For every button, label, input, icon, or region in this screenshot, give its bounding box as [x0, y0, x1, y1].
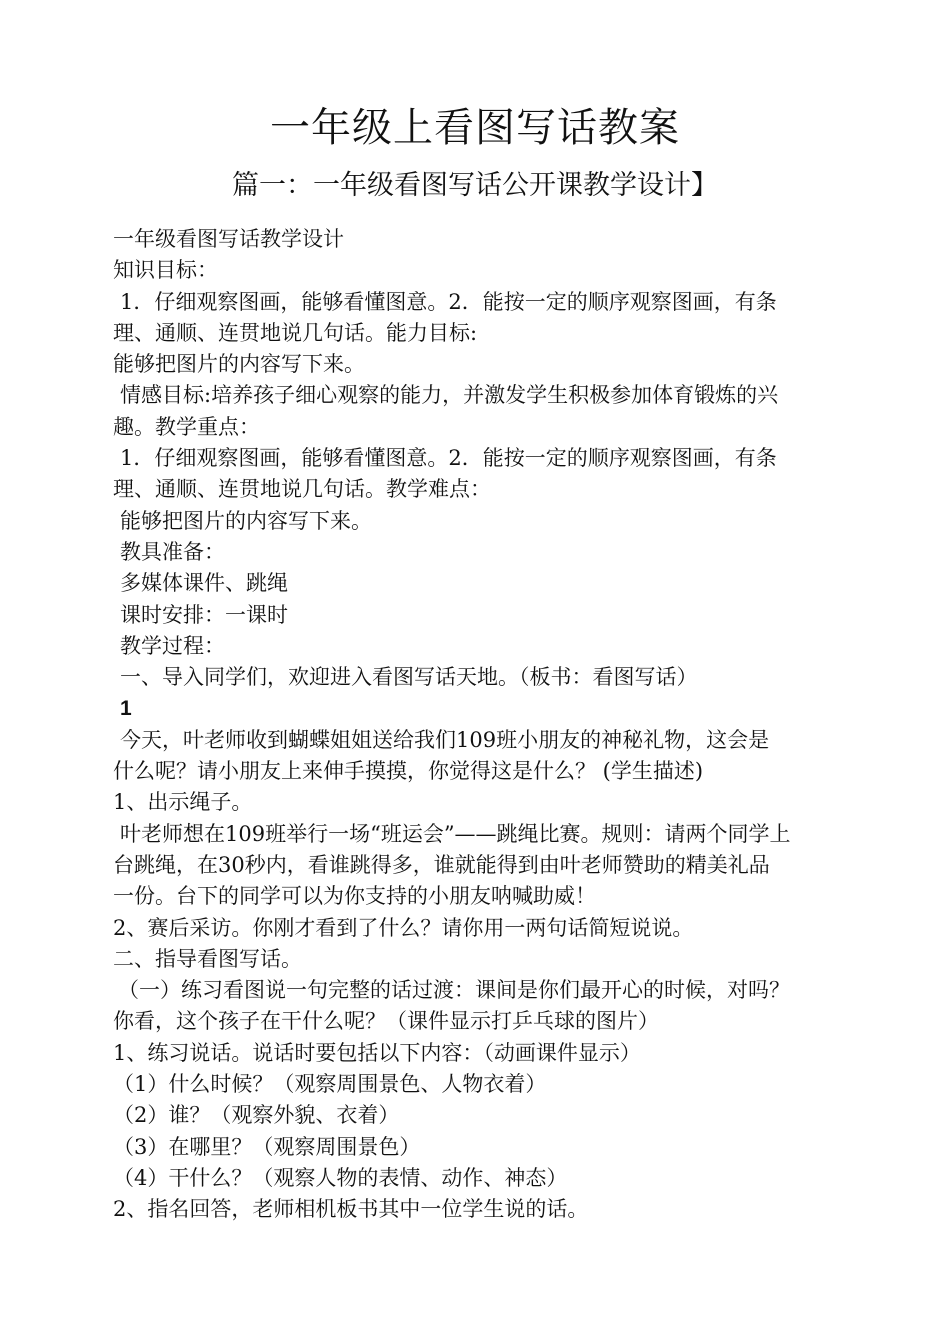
body-line: 知识目标：	[113, 258, 218, 283]
body-line: 一年级看图写话教学设计	[113, 227, 344, 251]
body-line: 1．仔细观察图画，能够看懂图意。2．能按一定的顺序观察图画，有条	[120, 446, 777, 471]
document-body	[113, 224, 865, 1226]
body-line: 1．仔细观察图画，能够看懂图意。2．能按一定的顺序观察图画，有条	[120, 289, 777, 314]
body-line: （4）干什么？（观察人物的表情、动作、神态）	[113, 1165, 568, 1190]
body-line: 课时安排：一课时	[120, 602, 288, 627]
body-line: （2）谁？（观察外貌、衣着）	[113, 1103, 400, 1128]
body-line: 能够把图片的内容写下来。	[120, 508, 372, 533]
body-line: （一）练习看图说一句完整的话过渡：课间是你们最开心的时候，对吗？	[118, 978, 790, 1003]
body-line: 台跳绳，在30秒内，看谁跳得多，谁就能得到由叶老师赞助的精美礼品	[113, 852, 770, 877]
body-line: 什么呢？请小朋友上来伸手摸摸，你觉得这是什么？ (学生描述)	[113, 759, 704, 784]
document-subtitle: 篇一：一年级看图写话公开课教学设计】	[232, 170, 718, 201]
body-line: 理、通顺、连贯地说几句话。教学难点：	[113, 477, 491, 502]
body-line: 今天，叶老师收到蝴蝶姐姐送给我们109班小朋友的神秘礼物，这会是	[120, 727, 770, 752]
body-line: 能够把图片的内容写下来。	[113, 352, 365, 377]
body-line: 1	[120, 697, 132, 721]
body-line: 一份。台下的同学可以为你支持的小朋友呐喊助威！	[113, 884, 596, 909]
body-line: 多媒体课件、跳绳	[120, 571, 288, 596]
body-line: 趣。教学重点：	[113, 414, 260, 439]
body-line: 一、导入同学们，欢迎进入看图写话天地。（板书：看图写话）	[120, 665, 698, 690]
body-line: 叶老师想在109班举行一场“班运会”——跳绳比赛。规则：请两个同学上	[120, 821, 791, 846]
body-line: 你看，这个孩子在干什么呢？（课件显示打乒乓球的图片）	[113, 1009, 659, 1034]
body-line: 二、指导看图写话。	[113, 946, 302, 971]
body-line: 1、练习说话。说话时要包括以下内容：（动画课件显示）	[113, 1040, 641, 1065]
body-line: （3）在哪里？（观察周围景色）	[113, 1134, 421, 1159]
body-line: 2、赛后采访。你刚才看到了什么？请你用一两句话简短说说。	[113, 915, 694, 940]
document-title: 一年级上看图写话教案	[270, 105, 680, 151]
body-line: 2、指名回答，老师相机板书其中一位学生说的话。	[113, 1197, 589, 1222]
body-line: 教学过程：	[120, 633, 225, 658]
body-line: （1）什么时候？（观察周围景色、人物衣着）	[113, 1072, 547, 1097]
body-line: 教具准备：	[120, 539, 225, 564]
body-line: 1、出示绳子。	[113, 790, 253, 815]
body-line: 情感目标:培养孩子细心观察的能力，并激发学生积极参加体育锻炼的兴	[120, 383, 779, 408]
body-line: 理、通顺、连贯地说几句话。能力目标:	[113, 320, 478, 345]
